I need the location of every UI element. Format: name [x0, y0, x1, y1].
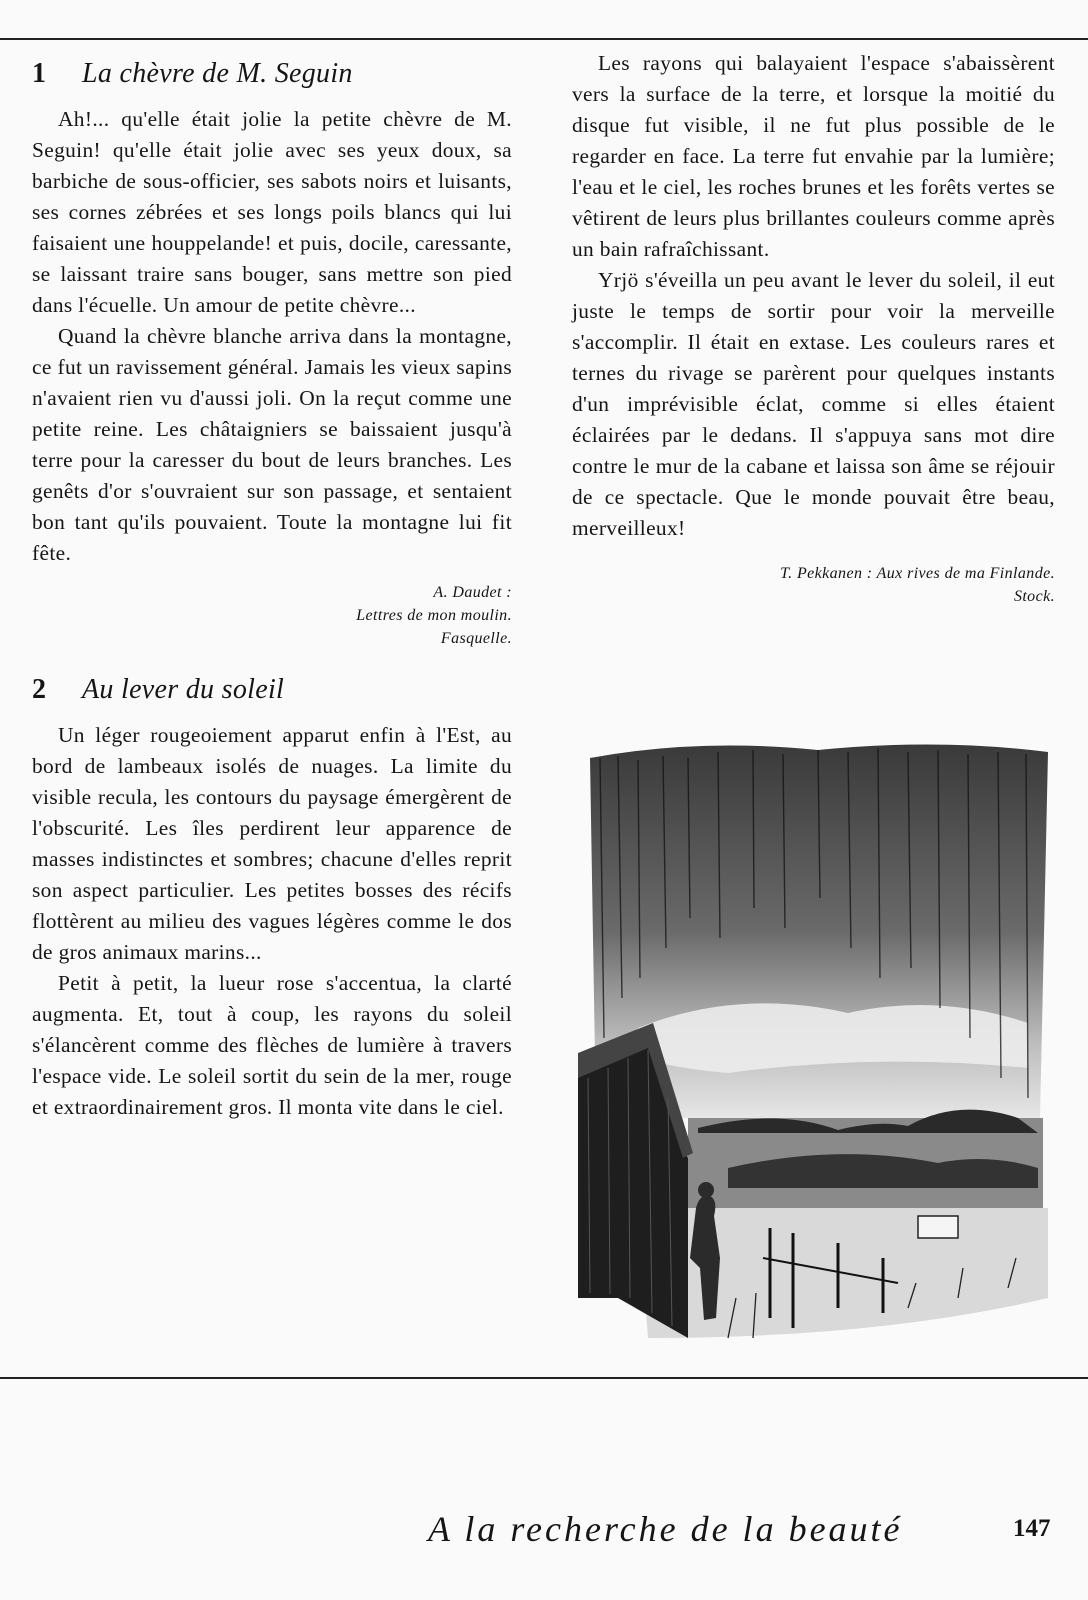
section-2-title: Au lever du soleil — [82, 674, 285, 705]
right-column — [572, 48, 1055, 608]
section-1-heading — [32, 58, 512, 90]
bottom-rule — [0, 1377, 1088, 1379]
book-section-title: A la recherche de la beauté — [428, 1509, 903, 1549]
left-column — [32, 48, 512, 1123]
section-2-paragraph-4: Yrjö s'éveilla un peu avant le lever du soleil, il eut juste le temps de sortir pour voir la merveille s'accomplir. Il était en extase. Les couleurs rares et ternes du rivage se parèrent pour quelques instants d'un imprévisible éclat, comme si elles étaient éclairées par le dedans. Il s'appuya sans mot dire contre le mur de la cabane et laissa son âme se réjouir de ce spectacle. Que le monde pouvait être beau, merveilleux! — [572, 268, 1055, 540]
section-1-paragraph-2: Quand la chèvre blanche arriva dans la montagne, ce fut un ravissement général. Jamais les vieux sapins n'avaient rien vu d'aussi joli. On la reçut comme une petite reine. Les châtaigniers se baissaient jusqu'à terre pour la caresser du bout de leurs branches. Les genêts d'or s'ouvraient sur son passage, et sentaient bon tant qu'ils pouvaient. Toute la montagne lui fit fête. — [32, 324, 512, 565]
section-2-source-author-work: T. Pekkanen : Aux rives de ma Finlande. — [780, 565, 1055, 582]
section-2 — [32, 674, 512, 1123]
top-rule — [0, 38, 1088, 40]
section-1-number: 1 — [32, 58, 47, 89]
page-number: 147 — [1013, 1515, 1051, 1542]
section-2-source-publisher: Stock. — [1013, 588, 1055, 605]
section-1-source-author: A. Daudet : — [433, 584, 512, 601]
section-2-heading — [32, 674, 512, 706]
section-2-paragraph-2: Petit à petit, la lueur rose s'accentua, la clarté augmenta. Et, tout à coup, les rayons du soleil s'élancèrent comme des flèches de lumière à travers l'espace vide. Le soleil sortit du sein de la mer, rouge et extraordinairement gros. Il monta vite dans le ciel. — [32, 971, 512, 1119]
sunrise-cabin-illustration — [578, 738, 1058, 1370]
section-1-paragraph-1: Ah!... qu'elle était jolie la petite chèvre de M. Seguin! qu'elle était jolie avec ses yeux doux, sa barbiche de sous-officier, ses sabots noirs et luisants, ses cornes zébrées et ses longs poils blancs qui lui faisaient une houppelande! et puis, docile, caressante, se laissant traire sans bouger, sans mettre son pied dans l'écuelle. Un amour de petite chèvre... — [32, 107, 512, 317]
section-1-source-publisher: Fasquelle. — [440, 630, 512, 647]
section-1-source — [32, 581, 512, 650]
section-1-source-work: Lettres de mon moulin. — [356, 607, 512, 624]
section-2-number: 2 — [32, 674, 47, 705]
section-2-paragraph-1: Un léger rougeoiement apparut enfin à l'Est, au bord de lambeaux isolés de nuages. La limite du visible recula, les contours du paysage émergèrent de l'obscurité. Les îles perdirent leur apparence de masses indistinctes et sombres; chacune d'elles reprit son aspect particulier. Les petites bosses des récifs flottèrent au milieu des vagues légères comme le dos de gros animaux marins... — [32, 723, 512, 964]
section-2-paragraph-3: Les rayons qui balayaient l'espace s'abaissèrent vers la surface de la terre, et lorsque la moitié du disque fut visible, il ne fut plus possible de le regarder en face. La terre fut envahie par la lumière; l'eau et le ciel, les roches brunes et les forêts vertes se vêtirent de leurs plus brillantes couleurs comme après un bain rafraîchissant. — [572, 51, 1055, 261]
distant-hut — [918, 1216, 958, 1238]
section-1-title: La chèvre de M. Seguin — [82, 58, 353, 89]
person-head — [698, 1182, 714, 1198]
section-2-source — [572, 562, 1055, 608]
